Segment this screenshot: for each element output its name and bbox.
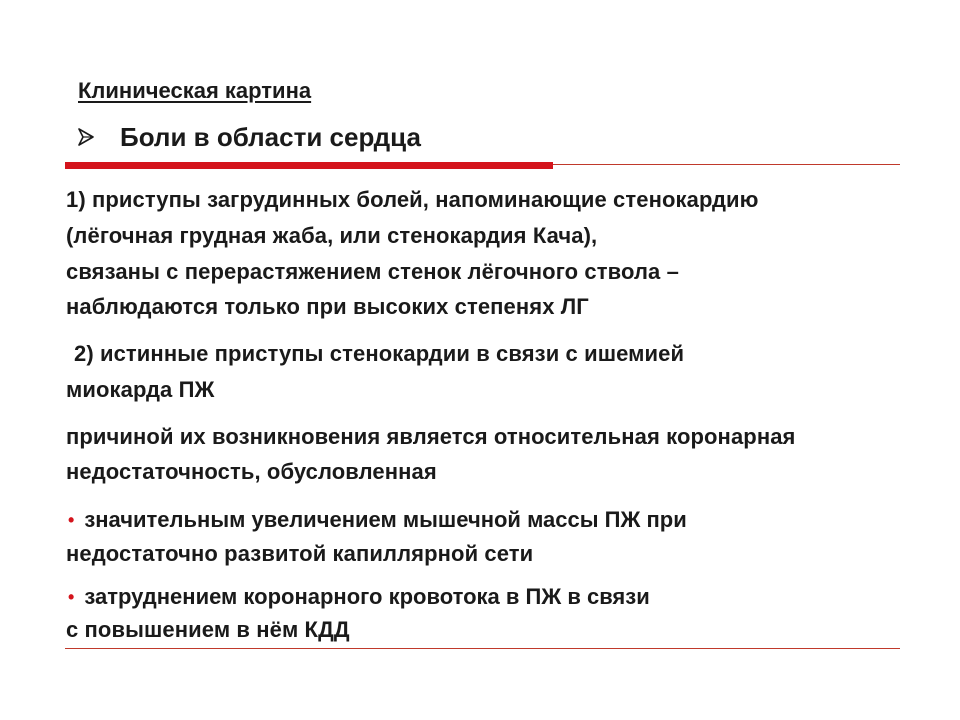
paragraph1-line2: (лёгочная грудная жаба, или стенокардия Кача), xyxy=(66,223,598,248)
paragraph1-line1: 1) приступы загрудинных болей, напоминающие стенокардию xyxy=(66,187,759,212)
bullet-dot-icon: • xyxy=(68,586,75,607)
bullet1-line1 xyxy=(68,507,687,533)
slide-heading: Клиническая картина xyxy=(78,78,312,103)
paragraph3-line2: недостаточность, обусловленная xyxy=(66,459,437,484)
arrow-bullet-icon xyxy=(78,128,94,146)
subheading-row xyxy=(78,120,421,154)
bullet2-line1 xyxy=(68,584,650,610)
bullet2-text: затруднением коронарного кровотока в ПЖ в связи xyxy=(84,584,650,609)
bullet1-text: значительным увеличением мышечной массы ПЖ при xyxy=(84,507,687,532)
bullet-dot-icon: • xyxy=(68,509,75,530)
paragraph3-line1: причиной их возникновения является относительная коронарная xyxy=(66,424,796,449)
slide-subheading: Боли в области сердца xyxy=(120,121,421,152)
bullet1-line2: недостаточно развитой капиллярной сети xyxy=(66,541,534,566)
paragraph1-line3: связаны с перерастяжением стенок лёгочного ствола – xyxy=(66,259,679,284)
bottom-divider xyxy=(65,648,900,649)
paragraph2-line2: миокарда ПЖ xyxy=(66,377,215,402)
accent-bar xyxy=(65,162,553,169)
paragraph2-line1: 2) истинные приступы стенокардии в связи с ишемией xyxy=(74,341,685,366)
bullet2-line2: с повышением в нём КДД xyxy=(66,617,350,642)
paragraph1-line4: наблюдаются только при высоких степенях ЛГ xyxy=(66,294,589,319)
